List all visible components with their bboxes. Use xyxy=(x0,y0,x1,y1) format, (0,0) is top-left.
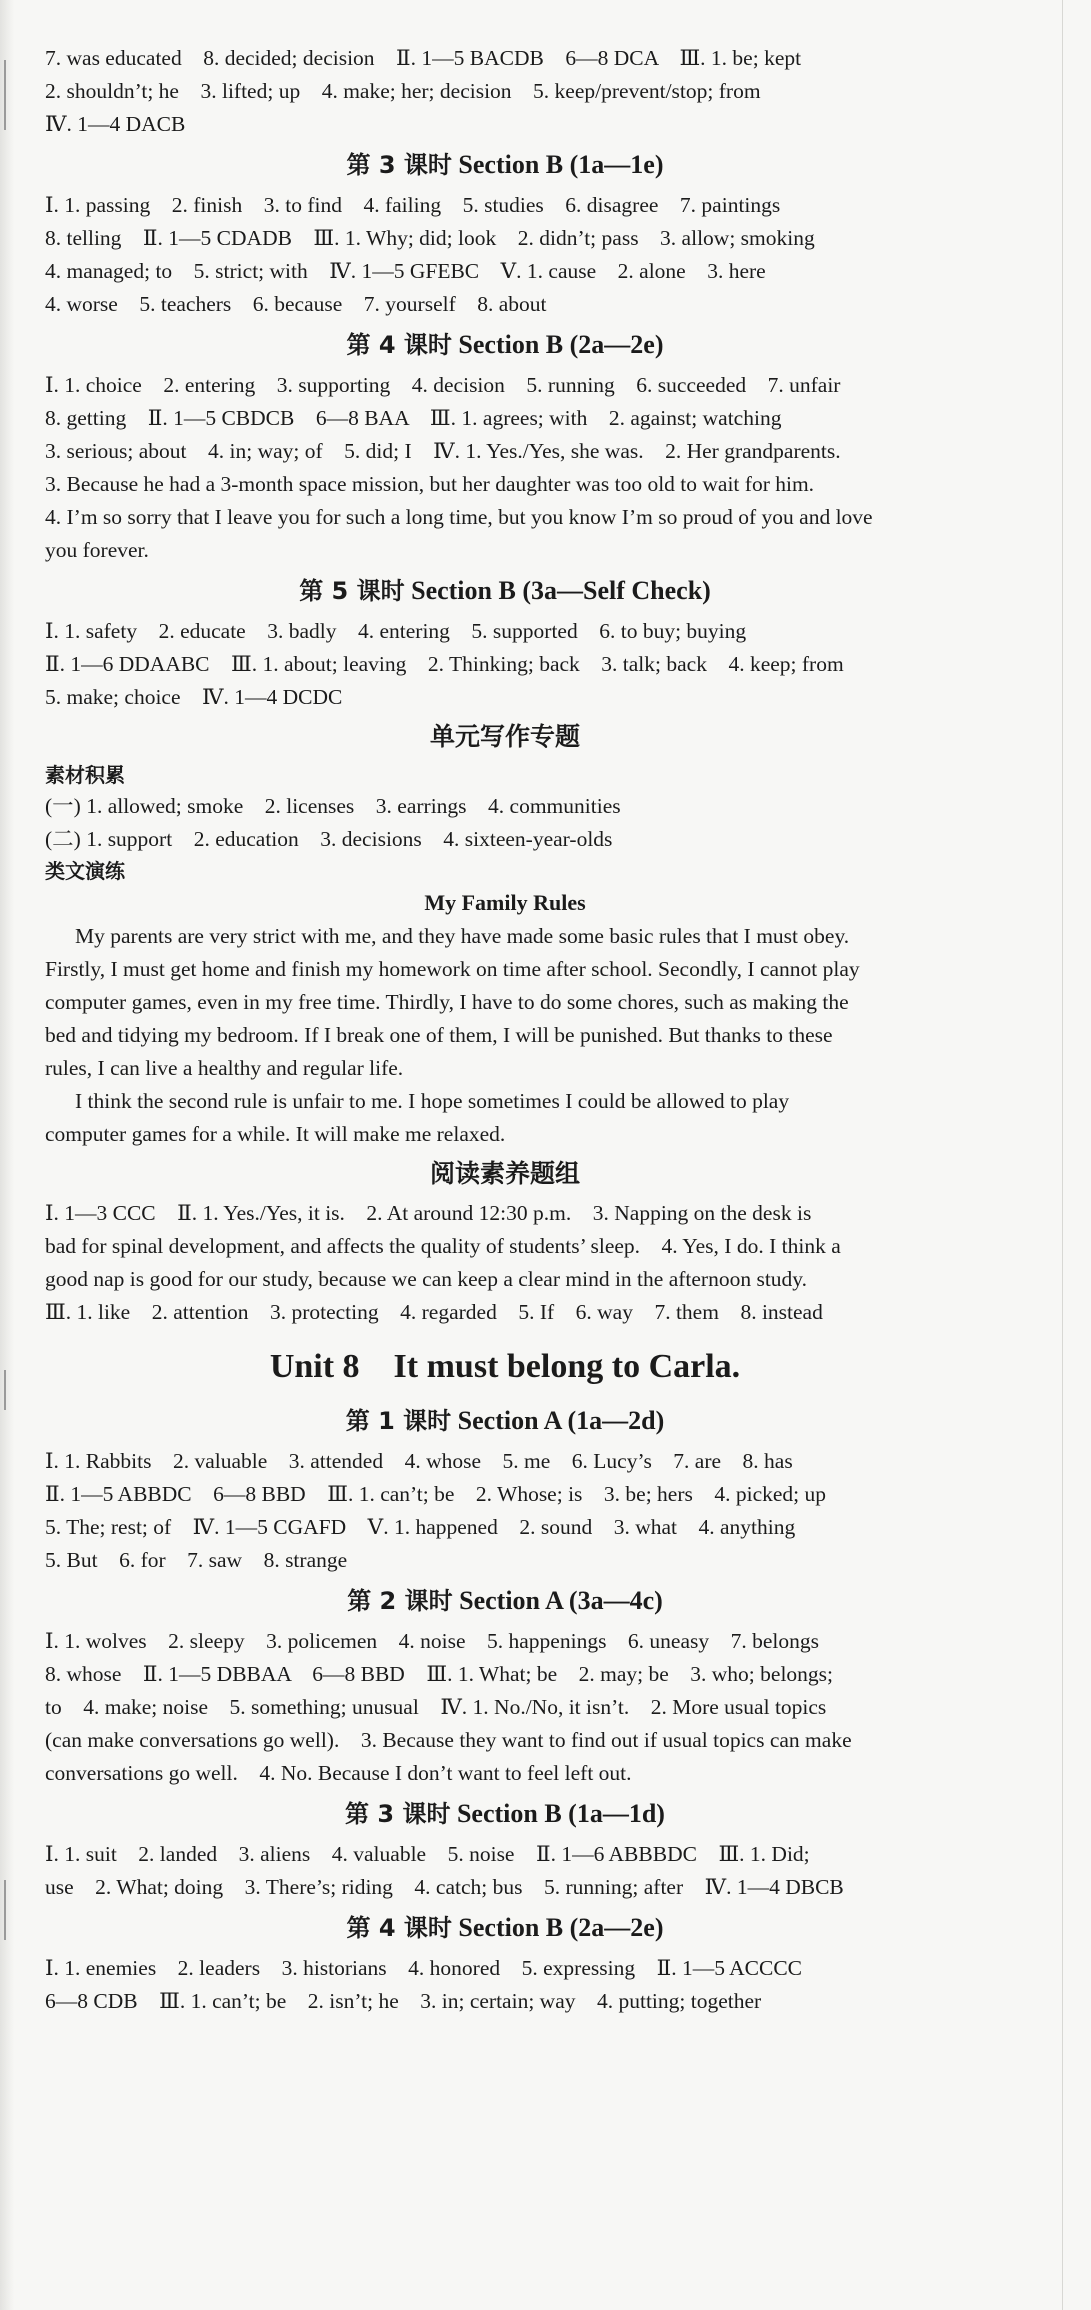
answer-line: Ⅰ. 1. enemies 2. leaders 3. historians 4. honored 5. expressing Ⅱ. 1—5 ACCCC xyxy=(45,1956,803,1980)
reading-block xyxy=(45,1151,965,1329)
answer-line: 7. was educated 8. decided; decision Ⅱ. 1—5 BACDB 6—8 DCA Ⅲ. 1. be; kept xyxy=(45,46,802,70)
practice-label: 类文演练 xyxy=(45,859,125,883)
answer-line: 5. But 6. for 7. saw 8. strange xyxy=(45,1548,348,1572)
lesson-number: 第 5 课时 xyxy=(299,577,405,605)
lesson-number: 第 4 课时 xyxy=(346,331,452,359)
lesson-heading xyxy=(45,569,965,613)
essay-line: rules, I can live a healthy and regular life. xyxy=(45,1056,404,1080)
answer-line: bad for spinal development, and affects the quality of students’ sleep. 4. Yes, I do. I think a xyxy=(45,1234,841,1258)
lesson-heading xyxy=(45,1399,965,1443)
essay-line: computer games for a while. It will make me relaxed. xyxy=(45,1122,506,1146)
answer-line: Ⅰ. 1—3 CCC Ⅱ. 1. Yes./Yes, it is. 2. At around 12:30 p.m. 3. Napping on the desk is xyxy=(45,1201,812,1225)
page-gutter xyxy=(0,0,14,2310)
answer-content xyxy=(45,42,965,2018)
gutter-mark xyxy=(4,1880,6,1940)
material-label: 素材积累 xyxy=(45,763,125,787)
lesson-title: Section A (3a—4c) xyxy=(459,1586,663,1615)
answer-line: Ⅱ. 1—6 DDAABC Ⅲ. 1. about; leaving 2. Thinking; back 3. talk; back 4. keep; from xyxy=(45,652,844,676)
right-margin-rule xyxy=(1062,0,1063,2310)
answer-line: Ⅰ. 1. wolves 2. sleepy 3. policemen 4. noise 5. happenings 6. uneasy 7. belongs xyxy=(45,1629,820,1653)
unit-title: Unit 8 It must belong to Carla. xyxy=(269,1348,741,1385)
essay-line: I think the second rule is unfair to me. I hope sometimes I could be allowed to play xyxy=(75,1089,790,1113)
answer-line: 4. I’m so sorry that I leave you for such a long time, but you know I’m so proud of you and love xyxy=(45,505,873,529)
lesson-heading xyxy=(45,1792,965,1836)
answer-line: (二) 1. support 2. education 3. decisions 4. sixteen-year-olds xyxy=(45,827,613,851)
answer-line: 4. worse 5. teachers 6. because 7. yourself 8. about xyxy=(45,292,547,316)
essay-line: My parents are very strict with me, and they have made some basic rules that I must obey. xyxy=(75,924,850,948)
lesson-block xyxy=(45,323,965,567)
lesson-block xyxy=(45,1792,965,1904)
answer-line: use 2. What; doing 3. There’s; riding 4. catch; bus 5. running; after Ⅳ. 1—4 DBCB xyxy=(45,1875,844,1899)
lesson-number: 第 3 课时 xyxy=(346,151,452,179)
answer-line: (一) 1. allowed; smoke 2. licenses 3. earrings 4. communities xyxy=(45,794,621,818)
reading-heading: 阅读素养题组 xyxy=(429,1159,580,1188)
lesson-heading xyxy=(45,143,965,187)
lesson-title: Section B (1a—1e) xyxy=(458,150,664,179)
answer-line: 8. getting Ⅱ. 1—5 CBDCB 6—8 BAA Ⅲ. 1. agrees; with 2. against; watching xyxy=(45,406,782,430)
lesson-number: 第 3 课时 xyxy=(345,1800,451,1828)
lesson-block xyxy=(45,1579,965,1790)
answer-line: you forever. xyxy=(45,538,149,562)
answer-line: Ⅱ. 1—5 ABBDC 6—8 BBD Ⅲ. 1. can’t; be 2. Whose; is 3. be; hers 4. picked; up xyxy=(45,1482,827,1506)
writing-heading: 单元写作专题 xyxy=(429,722,580,751)
writing-block xyxy=(45,714,965,1151)
answer-line: Ⅳ. 1—4 DACB xyxy=(45,112,186,136)
answer-line: Ⅰ. 1. choice 2. entering 3. supporting 4. decision 5. running 6. succeeded 7. unfair xyxy=(45,373,841,397)
answer-line: 3. serious; about 4. in; way; of 5. did; I Ⅳ. 1. Yes./Yes, she was. 2. Her grandparents. xyxy=(45,439,841,463)
lesson-title: Section A (1a—2d) xyxy=(457,1406,665,1435)
essay-title: My Family Rules xyxy=(424,890,586,915)
answer-line: 3. Because he had a 3-month space mission, but her daughter was too old to wait for him. xyxy=(45,472,815,496)
lesson-title: Section B (2a—2e) xyxy=(458,1913,664,1942)
essay-line: computer games, even in my free time. Thirdly, I have to do some chores, such as making the xyxy=(45,990,849,1014)
answer-line: (can make conversations go well). 3. Because they want to find out if usual topics can make xyxy=(45,1728,852,1752)
lesson-number: 第 2 课时 xyxy=(347,1587,453,1615)
answer-line: to 4. make; noise 5. something; unusual Ⅳ. 1. No./No, it isn’t. 2. More usual topics xyxy=(45,1695,827,1719)
lesson-block xyxy=(45,569,965,714)
answer-line: 2. shouldn’t; he 3. lifted; up 4. make; her; decision 5. keep/prevent/stop; from xyxy=(45,79,761,103)
lesson-heading xyxy=(45,1579,965,1623)
answer-line: Ⅰ. 1. Rabbits 2. valuable 3. attended 4. whose 5. me 6. Lucy’s 7. are 8. has xyxy=(45,1449,793,1473)
lesson-title: Section B (1a—1d) xyxy=(456,1799,665,1828)
answer-line: 5. The; rest; of Ⅳ. 1—5 CGAFD Ⅴ. 1. happened 2. sound 3. what 4. anything xyxy=(45,1515,796,1539)
essay-line: bed and tidying my bedroom. If I break one of them, I will be punished. But thanks to these xyxy=(45,1023,833,1047)
essay-line: Firstly, I must get home and finish my homework on time after school. Secondly, I cannot play xyxy=(45,957,860,981)
answer-line: Ⅰ. 1. passing 2. finish 3. to find 4. failing 5. studies 6. disagree 7. paintings xyxy=(45,193,781,217)
lesson-heading xyxy=(45,323,965,367)
answer-line: Ⅲ. 1. like 2. attention 3. protecting 4. regarded 5. If 6. way 7. them 8. instead xyxy=(45,1300,823,1324)
answer-line: 8. whose Ⅱ. 1—5 DBBAA 6—8 BBD Ⅲ. 1. What; be 2. may; be 3. who; belongs; xyxy=(45,1662,834,1686)
lesson-title: Section B (3a—Self Check) xyxy=(411,576,711,605)
answer-line: 8. telling Ⅱ. 1—5 CDADB Ⅲ. 1. Why; did; look 2. didn’t; pass 3. allow; smoking xyxy=(45,226,815,250)
answer-line: 6—8 CDB Ⅲ. 1. can’t; be 2. isn’t; he 3. in; certain; way 4. putting; together xyxy=(45,1989,762,2013)
lesson-block xyxy=(45,1399,965,1577)
answer-line: 5. make; choice Ⅳ. 1—4 DCDC xyxy=(45,685,343,709)
answer-line: Ⅰ. 1. safety 2. educate 3. badly 4. entering 5. supported 6. to buy; buying xyxy=(45,619,747,643)
answer-line: Ⅰ. 1. suit 2. landed 3. aliens 4. valuable 5. noise Ⅱ. 1—6 ABBBDC Ⅲ. 1. Did; xyxy=(45,1842,810,1866)
gutter-mark xyxy=(4,1370,6,1410)
lesson-heading xyxy=(45,1906,965,1950)
lesson-title: Section B (2a—2e) xyxy=(458,330,664,359)
answer-line: good nap is good for our study, because we can keep a clear mind in the afternoon study. xyxy=(45,1267,808,1291)
lesson-block xyxy=(45,1906,965,2018)
lesson-number: 第 4 课时 xyxy=(346,1914,452,1942)
lesson-block xyxy=(45,143,965,321)
lesson-number: 第 1 课时 xyxy=(345,1407,452,1435)
answer-line: 4. managed; to 5. strict; with Ⅳ. 1—5 GFEBC Ⅴ. 1. cause 2. alone 3. here xyxy=(45,259,766,283)
top-answers-block xyxy=(45,42,965,141)
gutter-mark xyxy=(4,60,6,130)
answer-line: conversations go well. 4. No. Because I don’t want to feel left out. xyxy=(45,1761,632,1785)
